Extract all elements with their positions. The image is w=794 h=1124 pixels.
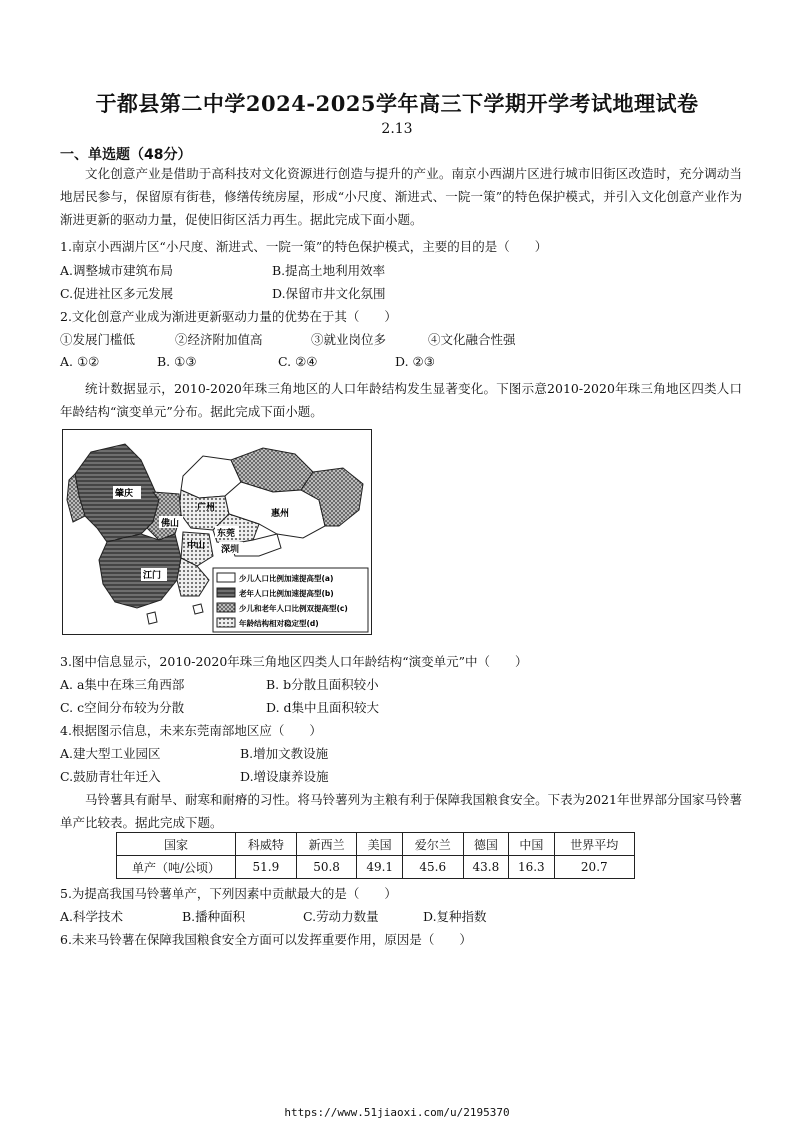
q3-option-c: C. c空间分布较为分散 (60, 700, 185, 715)
legend-label-a: 少儿人口比例加速提高型(a) (239, 574, 334, 583)
q2-item-4: ④文化融合性强 (428, 332, 516, 347)
region-jiangmen (99, 534, 181, 608)
q2-option-a: A. ①② (60, 354, 100, 369)
map-legend (213, 568, 368, 632)
q5-option-c: C.劳动力数量 (303, 909, 379, 924)
question-6-stem: 6.未来马铃薯在保障我国粮食安全方面可以发挥重要作用，原因是（ ） (60, 932, 472, 947)
table-cell: 50.8 (296, 856, 357, 879)
city-label-guangzhou: 广州 (197, 503, 216, 513)
exam-date: 2.13 (381, 121, 413, 137)
table-header-row (117, 833, 635, 856)
q2-option-c: C. ②④ (278, 354, 318, 369)
q4-option-d: D.增设康养设施 (240, 769, 329, 784)
q2-option-d: D. ②③ (395, 354, 435, 369)
q2-option-b: B. ①③ (157, 354, 197, 369)
q5-option-d: D.复种指数 (423, 909, 487, 924)
passage-potato: 马铃薯具有耐旱、耐寒和耐瘠的习性。将马铃薯列为主粮有利于保障我国粮食安全。下表为2021年世界部分国家马铃薯单产比较表。据此完成下题。 (60, 792, 742, 830)
table-cell: 45.6 (402, 856, 463, 879)
table-header-cell: 德国 (463, 833, 508, 856)
city-label-zhaoqing: 肇庆 (115, 489, 134, 499)
legend-swatch-d (217, 618, 235, 627)
table-header-cell: 新西兰 (296, 833, 357, 856)
city-label-zhongshan: 中山 (187, 541, 206, 551)
legend-label-d: 年龄结构相对稳定型(d) (239, 619, 319, 628)
region-zhuhai (177, 558, 209, 596)
city-label-shenzhen: 深圳 (221, 545, 240, 555)
legend-swatch-c (217, 603, 235, 612)
q3-option-d: D. d集中且面积较大 (266, 700, 380, 715)
table-header-cell: 美国 (357, 833, 402, 856)
question-2-stem: 2.文化创意产业成为渐进更新驱动力量的优势在于其（ ） (60, 309, 397, 324)
table-cell: 51.9 (236, 856, 297, 879)
table-cell: 单产（吨/公顷） (117, 856, 236, 879)
q1-option-c: C.促进社区多元发展 (60, 286, 174, 301)
table-cell: 20.7 (554, 856, 634, 879)
passage-cultural-industry: 文化创意产业是借助于高科技对文化资源进行创造与提升的产业。南京小西湖片区进行城市旧街区改造时，充分调动当地居民参与，保留原有街巷，修缮传统房屋，形成“小尺度、渐进式、一院一策”的特色保护模式，并引入文化创意产业作为渐进更新的驱动力量，促使旧街区活力再生。据此完成下面小题。 (60, 166, 742, 227)
city-label-huizhou: 惠州 (271, 509, 290, 519)
q1-option-d: D.保留市井文化氛围 (272, 286, 386, 301)
legend-swatch-b (217, 588, 235, 597)
q2-item-1: ①发展门槛低 (60, 332, 136, 347)
city-label-jiangmen: 江门 (143, 571, 162, 581)
question-5-stem: 5.为提高我国马铃薯单产，下列因素中贡献最大的是（ ） (60, 886, 397, 901)
table-header-cell: 中国 (509, 833, 554, 856)
table-header-cell: 国家 (117, 833, 236, 856)
city-label-dongguan: 东莞 (217, 529, 236, 539)
city-label-foshan: 佛山 (161, 519, 180, 529)
exam-title: 于都县第二中学2024-2025学年高三下学期开学考试地理试卷 (95, 91, 699, 116)
q1-option-a: A.调整城市建筑布局 (60, 263, 174, 278)
population-structure-map (62, 429, 372, 635)
q1-option-b: B.提高土地利用效率 (272, 263, 386, 278)
table-cell: 49.1 (357, 856, 402, 879)
q4-option-a: A.建大型工业园区 (60, 746, 161, 761)
passage-pearl-river-delta: 统计数据显示，2010-2020年珠三角地区的人口年龄结构发生显著变化。下图示意2010-2020年珠三角地区四类人口年龄结构“演变单元”分布。据此完成下面小题。 (60, 381, 742, 419)
q5-option-a: A.科学技术 (60, 909, 124, 924)
table-cell: 43.8 (463, 856, 508, 879)
table-cell: 16.3 (509, 856, 554, 879)
potato-yield-table (116, 832, 635, 879)
legend-swatch-a (217, 573, 235, 582)
q2-item-2: ②经济附加值高 (175, 332, 263, 347)
q5-option-b: B.播种面积 (182, 909, 246, 924)
q4-option-c: C.鼓励青壮年迁入 (60, 769, 161, 784)
footer-link[interactable]: https://www.51jiaoxi.com/u/2195370 (284, 1106, 510, 1119)
table-row (117, 856, 635, 879)
section-heading: 一、单选题（48分） (60, 147, 192, 163)
q4-option-b: B.增加文教设施 (240, 746, 329, 761)
table-header-cell: 爱尔兰 (402, 833, 463, 856)
q3-option-b: B. b分散且面积较小 (266, 677, 379, 692)
island (193, 604, 203, 614)
question-3-stem: 3.图中信息显示，2010-2020年珠三角地区四类人口年龄结构“演变单元”中（ ） (60, 654, 528, 669)
q2-item-3: ③就业岗位多 (311, 332, 387, 347)
table-header-cell: 世界平均 (554, 833, 634, 856)
legend-label-c: 少儿和老年人口比例双提高型(c) (239, 604, 348, 613)
island (147, 612, 157, 624)
question-1-stem: 1.南京小西湖片区“小尺度、渐进式、一院一策”的特色保护模式，主要的目的是（ ） (60, 239, 548, 254)
question-4-stem: 4.根据图示信息，未来东莞南部地区应（ ） (60, 723, 322, 738)
table-header-cell: 科威特 (236, 833, 297, 856)
q3-option-a: A. a集中在珠三角西部 (60, 677, 185, 692)
legend-label-b: 老年人口比例加速提高型(b) (239, 589, 334, 598)
